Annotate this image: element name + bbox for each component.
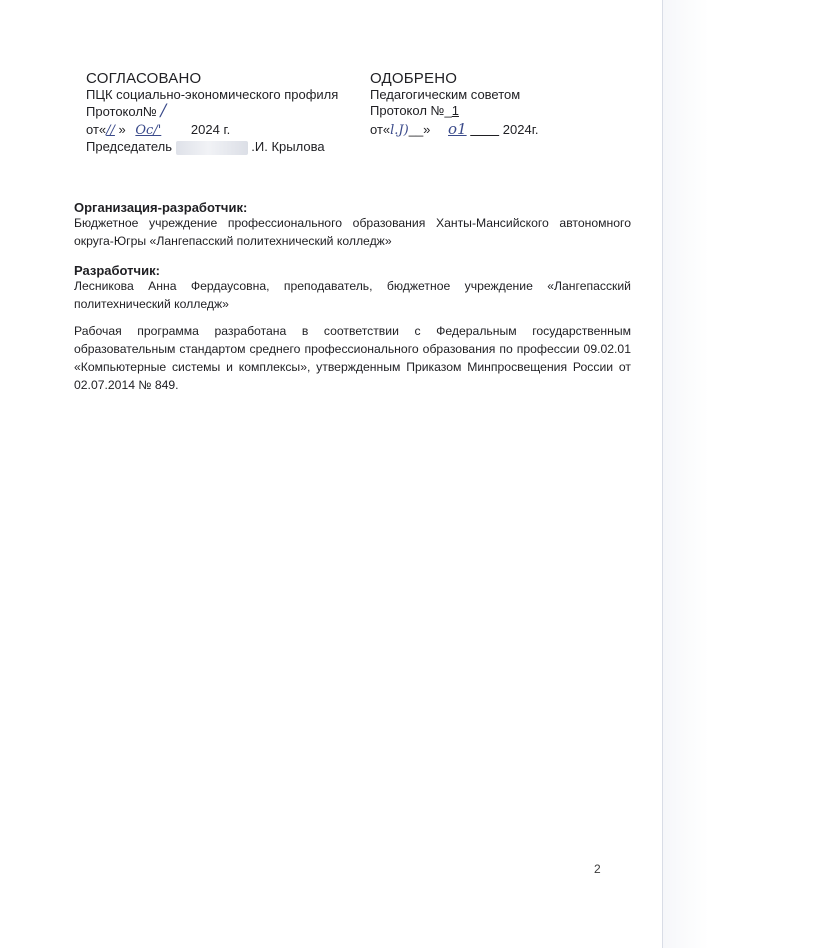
date-line-right [370, 121, 538, 139]
approval-block-right [370, 70, 538, 139]
date-underline-right [470, 122, 499, 137]
protocol-number-left: / [160, 101, 167, 121]
date-prefix-right: от« [370, 122, 391, 137]
organization-title: Организация-разработчик: [74, 200, 248, 215]
date-prefix-left: от« [86, 122, 107, 137]
date-month-left: Ос/' [135, 123, 162, 138]
pck-line: ПЦК социально-экономического профиля [86, 87, 339, 102]
protocol-label-left: Протокол№ [86, 104, 157, 119]
page-number: 2 [594, 862, 601, 876]
date-day-right: l.J) [390, 123, 409, 138]
approval-block-left [86, 70, 338, 155]
council-line: Педагогическим советом [370, 87, 521, 102]
date-year-right: 2024г. [502, 122, 539, 137]
protocol-number-right: 1 [451, 103, 459, 118]
protocol-line-right [370, 103, 538, 119]
date-sep-left: » [118, 122, 126, 137]
date-sep-right: __» [408, 122, 431, 137]
date-day-left: // [106, 123, 115, 138]
protocol-label-right: Протокол №_ [370, 103, 452, 118]
protocol-line-left [86, 103, 338, 120]
approval-heading-right: ОДОБРЕНО [370, 70, 458, 87]
organization-text: Бюджетное учреждение профессионального образования Ханты-Мансийского автономного округа-Югры «Лангепасский политехнический колледж» [74, 216, 631, 248]
date-year-left: 2024 г. [190, 122, 231, 137]
scan-margin-shade [663, 0, 816, 948]
statement-text: Рабочая программа разработана в соответствии с Федеральным государственным образовательным стандартом среднего профессионального образования по профессии 09.02.01 «Компьютерные системы и комплексы», утвержденным Приказом Минпросвещения России от 02.07.2014 № 849. [74, 324, 631, 392]
developer-text: Лесникова Анна Фердаусовна, преподаватель, бюджетное учреждение «Лангепасский политехнический колледж» [74, 279, 631, 311]
scan-page-edge [662, 0, 663, 948]
chair-line [86, 139, 338, 155]
chair-name: .И. Крылова [251, 139, 325, 154]
date-line-left [86, 122, 338, 139]
developer-title: Разработчик: [74, 263, 160, 278]
signature-mark [176, 141, 248, 155]
date-month-right: о1 [448, 120, 467, 138]
chair-label: Председатель [86, 139, 173, 154]
approval-heading-left: СОГЛАСОВАНО [86, 70, 202, 87]
